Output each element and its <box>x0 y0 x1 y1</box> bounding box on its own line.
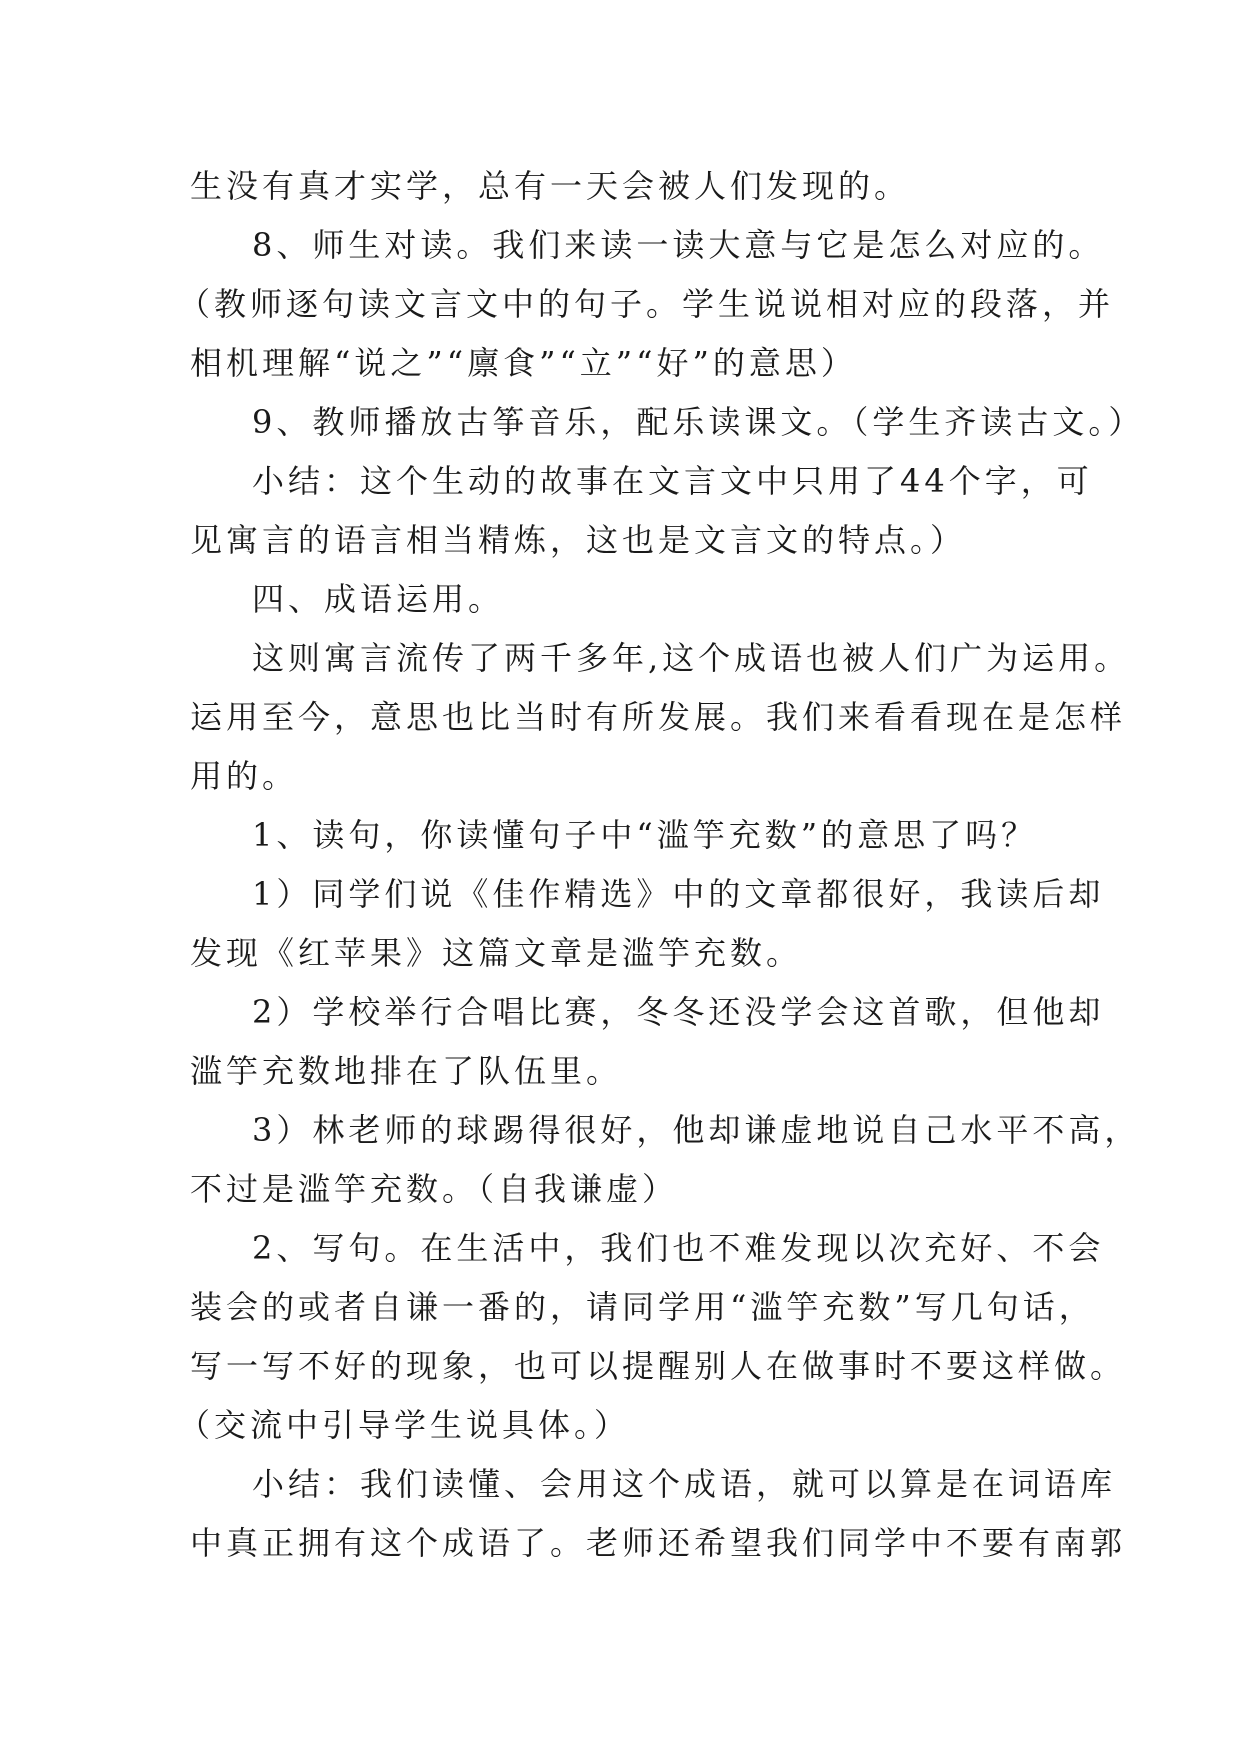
text-line: 2、写句。在生活中，我们也不难发现以次充好、不会 <box>252 1229 1105 1267</box>
text-line: 见寓言的语言相当精炼，这也是文言文的特点。） <box>190 521 967 559</box>
text-line: 2）学校举行合唱比赛，冬冬还没学会这首歌，但他却 <box>252 993 1105 1031</box>
text-line: （教师逐句读文言文中的句子。学生说说相对应的段落，并 <box>178 285 1115 323</box>
text-line: 1）同学们说《佳作精选》中的文章都很好，我读后却 <box>252 875 1105 913</box>
text-line: 滥竽充数地排在了队伍里。 <box>190 1052 623 1090</box>
text-line: 中真正拥有这个成语了。老师还希望我们同学中不要有南郭 <box>190 1524 1127 1562</box>
text-line: 9、教师播放古筝音乐，配乐读课文。（学生齐读古文。） <box>252 403 1145 441</box>
text-line: 用的。 <box>190 757 299 795</box>
text-line: 生没有真才实学，总有一天会被人们发现的。 <box>190 167 911 205</box>
text-line: 这则寓言流传了两千多年,这个成语也被人们广为运用。 <box>252 639 1131 677</box>
text-line: 不过是滥竽充数。（自我谦虚） <box>190 1170 679 1208</box>
text-line: （交流中引导学生说具体。） <box>178 1406 631 1444</box>
text-line: 3）林老师的球踢得很好，他却谦虚地说自己水平不高， <box>252 1111 1141 1149</box>
text-line: 装会的或者自谦一番的，请同学用“滥竽充数”写几句话， <box>190 1288 1095 1326</box>
text-line: 相机理解“说之”“廪食”“立”“好”的意思） <box>190 344 857 382</box>
text-line: 1、读句，你读懂句子中“滥竽充数”的意思了吗？ <box>252 816 1038 854</box>
text-line: 发现《红苹果》这篇文章是滥竽充数。 <box>190 934 803 972</box>
text-line: 8、师生对读。我们来读一读大意与它是怎么对应的。 <box>252 226 1105 264</box>
text-line: 小结：我们读懂、会用这个成语，就可以算是在词语库 <box>252 1465 1117 1503</box>
text-line: 运用至今，意思也比当时有所发展。我们来看看现在是怎样 <box>190 698 1127 736</box>
text-line: 写一写不好的现象，也可以提醒别人在做事时不要这样做。 <box>190 1347 1127 1385</box>
text-line: 小结：这个生动的故事在文言文中只用了44个字，可 <box>252 462 1093 500</box>
section-heading: 四、成语运用。 <box>252 580 505 618</box>
